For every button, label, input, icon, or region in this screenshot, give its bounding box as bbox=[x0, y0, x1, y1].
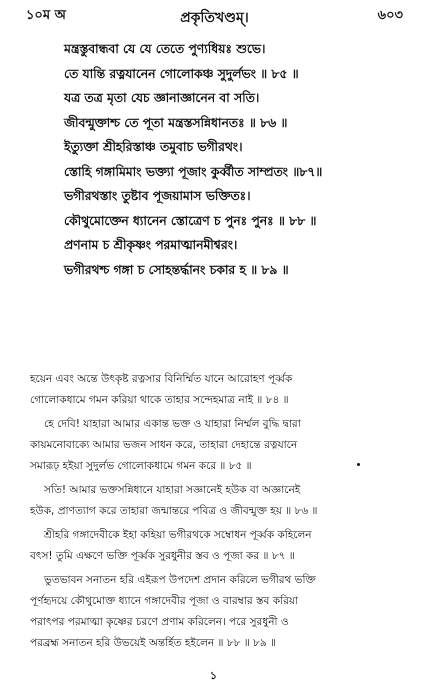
verse-line: ভগীরথস্তাং তুষ্টাব পূজয়ামাস ভক্তিতঃ। bbox=[64, 189, 251, 203]
page-header bbox=[26, 6, 403, 32]
verse-line: কৌথুমোক্তেন ধ্যানেন স্তোত্রেণ চ পুনঃ পুনঃ ॥ ৮৮ ॥ bbox=[64, 213, 317, 228]
book-title: প্রকৃতিখণ্ডম্। bbox=[180, 10, 249, 26]
commentary-line: সতি! আমার ভক্তসন্নিধানে যাহারা সজ্ঞানেই হউক বা অজ্ঞানেই bbox=[44, 484, 301, 496]
commentary-line: পূর্ণহৃদয়ে কৌথুমোক্ত ধ্যানে গঙ্গাদেবীর পূজা ও বারম্বার স্তব করিয়া bbox=[30, 595, 299, 607]
commentary-line: গোলোকধামে গমন করিয়া থাকে তাহার সন্দেহমাত্র নাই ॥ ৮৪ ॥ bbox=[30, 394, 289, 406]
commentary-line: কায়মনোবাক্যে আমার ভজন সাধন করে, তাহারা দেহান্তে রত্নযানে bbox=[30, 439, 298, 451]
verse-line: প্রণনাম চ শ্রীকৃষ্ণং পরমাত্মানমীশ্বরং। bbox=[64, 238, 238, 252]
print-speck bbox=[357, 463, 360, 466]
commentary-line: ভুতভাবন সনাতন হরি এইরূপ উপদেশ প্রদান করিলে ভগীরথ ভক্তি bbox=[44, 574, 316, 586]
commentary-line: সমারূঢ় হইয়া সুদুর্লভ গোলোকধামে গমন করে ॥ ৮৫ ॥ bbox=[30, 460, 252, 472]
verse-line: মন্ত্রস্তুবান্ধবা যে যে তেতে পুণ্যধিয়ঃ শুভে। bbox=[64, 42, 266, 56]
verse-line: জীবন্মুক্তাশ্চ তে পূতা মন্ত্রস্তসন্নিধানতঃ ॥ ৮৬ ॥ bbox=[64, 115, 288, 130]
commentary-line: হউক, প্রাণত্যাগ করে তাহারা জন্মান্তরে পবিত্র ও জীবন্মুক্ত হয় ॥ ৮৬ ॥ bbox=[30, 505, 318, 517]
sanskrit-verses bbox=[64, 37, 419, 282]
commentary-line: হে দেবি! যাহারা আমার একান্ত ভক্ত ও যাহারা নির্ম্মল বুদ্ধি দ্বারা bbox=[44, 418, 301, 430]
verse-line: তে যান্তি রত্নযানেন গোলোকঞ্চ সুদুর্লভং ॥ ৮৫ ॥ bbox=[64, 66, 299, 81]
commentary-line: বৎস! তুমি এক্ষণে ভক্তি পূর্ব্বক সুরধুনীর স্তব ও পূজা কর ॥ ৮৭ ॥ bbox=[30, 550, 295, 562]
verse-line: স্তোহি গঙ্গামিমাং ভক্ত্যা পূজাং কুর্ব্বীত সাম্প্রতং ॥৮৭॥ bbox=[64, 164, 323, 179]
commentary-line: হয়েন এবং অন্তে উৎকৃষ্ট রত্নসার বিনির্ম্মিত যানে আরোহণ পূর্ব্বক bbox=[30, 373, 293, 385]
chapter-label: ১০ম অ bbox=[26, 8, 66, 23]
page-number: ৬০৩ bbox=[377, 8, 403, 23]
verse-line: ইত্যুক্তা শ্রীহরিস্তাঞ্চ তমুবাচ ভগীরথং। bbox=[64, 140, 243, 154]
commentary-line: পরাৎপর পরমাত্মা কৃষ্ণের চরণে প্রণাম করিলেন। পরে সুরধুনী ও bbox=[30, 616, 289, 628]
commentary-line: পরব্রহ্ম সনাতন হরি উভয়েই অন্তর্হিত হইলেন ॥ ৮৮ ॥ ৮৯ ॥ bbox=[30, 637, 276, 649]
commentary-line: শ্রীহরি গঙ্গাদেবীকে ইহা কহিয়া ভগীরথকে সম্বোধন পূর্ব্বক কহিলেন bbox=[44, 529, 312, 541]
verse-line: ভগীরথশ্চ গঙ্গা চ সোহন্তর্দ্ধানং চকার হ ॥ ৮৯ ॥ bbox=[64, 262, 289, 277]
bengali-commentary bbox=[30, 369, 415, 654]
signature-mark: ১ bbox=[209, 669, 218, 682]
verse-line: যত্র তত্র মৃতা যেচ জ্ঞানাজ্ঞানেন বা সতি। bbox=[64, 91, 260, 105]
